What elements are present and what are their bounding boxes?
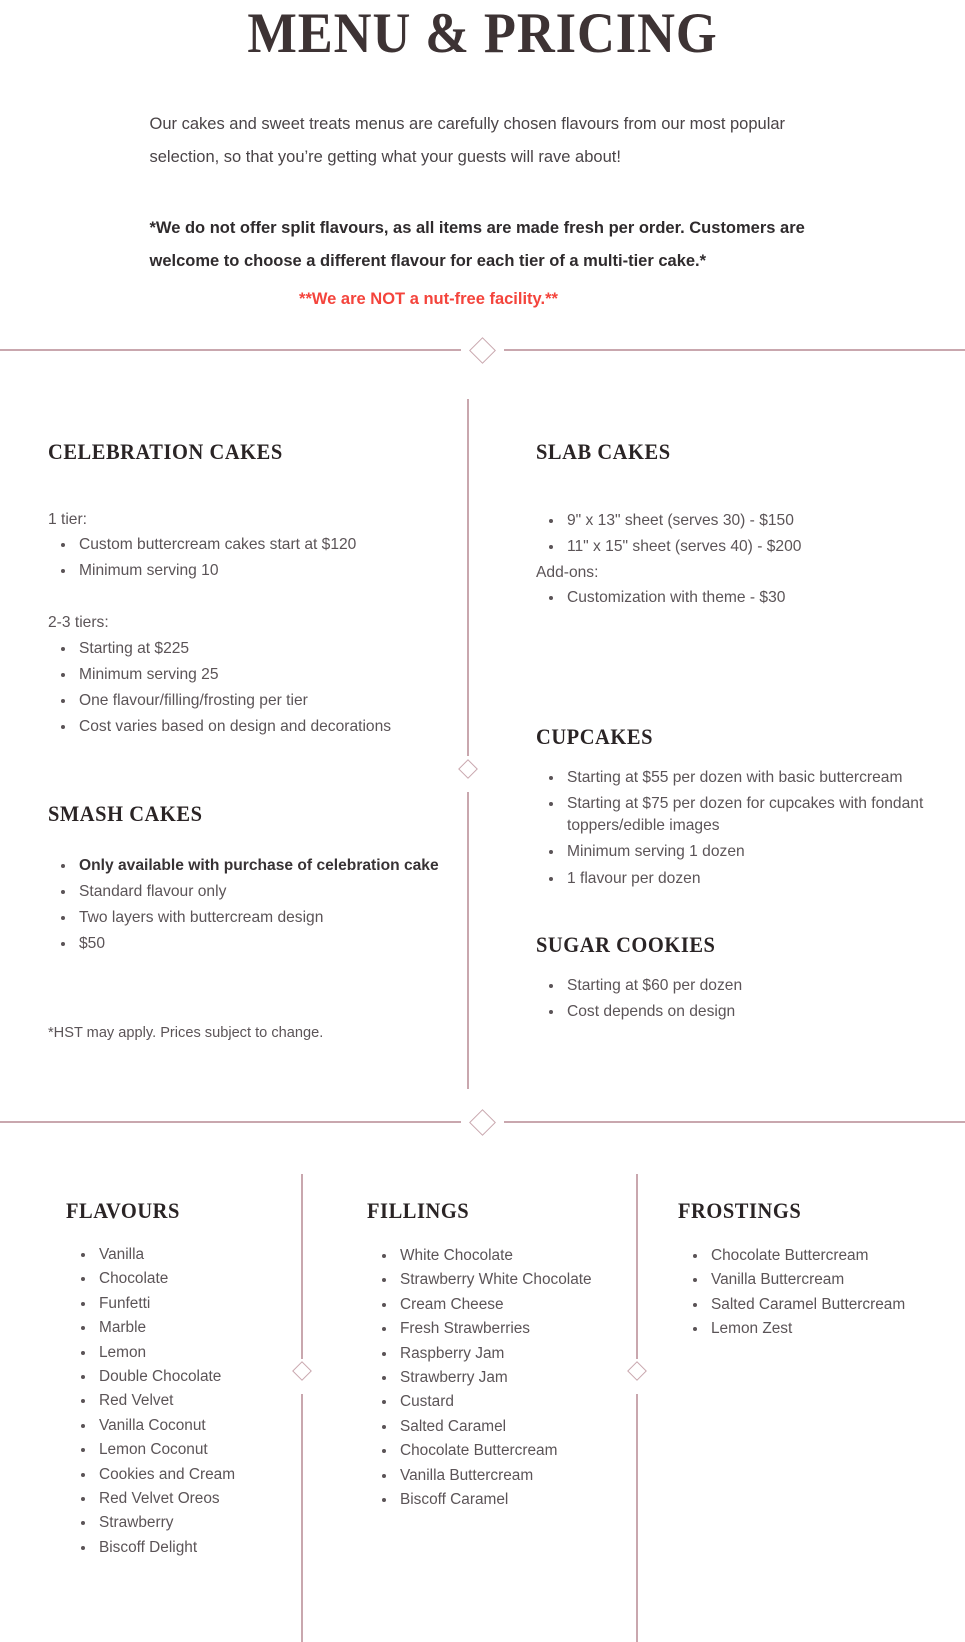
list-item: • Double Chocolate: [96, 1366, 296, 1387]
list-item: • 1 flavour per dozen: [564, 868, 936, 890]
intro-block: [138, 108, 828, 312]
smash-cakes-block: [48, 801, 448, 960]
rule-fillings-frostings-upper: [636, 1174, 638, 1359]
divider-line-right-2: [504, 1121, 965, 1123]
list-item: • Vanilla: [96, 1244, 296, 1265]
flavours-title: FLAVOURS: [66, 1198, 180, 1223]
list-item: • Chocolate Buttercream: [708, 1245, 958, 1266]
celebration-1tier-list: [48, 534, 448, 582]
list-item: • Standard flavour only: [76, 881, 448, 903]
list-item: • Starting at $55 per dozen with basic buttercream: [564, 767, 936, 789]
fillings-title: FILLINGS: [367, 1198, 470, 1223]
list-item: • Biscoff Delight: [96, 1537, 296, 1558]
list-item: • Minimum serving 1 dozen: [564, 841, 936, 863]
sugar-cookies-title: SUGAR COOKIES: [536, 932, 716, 957]
diamond-icon-2: [469, 1109, 496, 1136]
list-item: • Starting at $225: [76, 638, 448, 660]
list-item: • Starting at $75 per dozen for cupcakes with fondant toppers/edible images: [564, 793, 936, 837]
celebration-1tier-label: 1 tier:: [48, 511, 87, 528]
list-item: • Chocolate Buttercream: [397, 1440, 632, 1461]
frostings-title: FROSTINGS: [678, 1198, 802, 1223]
list-item: • Customization with theme - $30: [564, 587, 936, 609]
diamond-icon: [469, 337, 496, 364]
rule-fillings-frostings-lower: [636, 1394, 638, 1642]
fillings-list: [367, 1245, 632, 1510]
list-item: • Funfetti: [96, 1293, 296, 1314]
list-item: • White Chocolate: [397, 1245, 632, 1266]
list-item: • Strawberry White Chocolate: [397, 1269, 632, 1290]
list-item: • $50: [76, 933, 448, 955]
cupcakes-title: CUPCAKES: [536, 724, 654, 749]
list-item: • Salted Caramel: [397, 1416, 632, 1437]
list-item: • 11" x 15" sheet (serves 40) - $200: [564, 536, 936, 558]
center-rule-upper: [467, 399, 469, 756]
list-item: • Marble: [96, 1317, 296, 1338]
footnote-block: [48, 1025, 448, 1041]
list-item: • Cream Cheese: [397, 1294, 632, 1315]
slab-cakes-block: [536, 439, 936, 614]
divider-line-left-2: [0, 1121, 461, 1123]
diamond-icon-center: [458, 759, 478, 779]
celebration-multitier-list: [48, 638, 448, 739]
list-item: • Salted Caramel Buttercream: [708, 1294, 958, 1315]
list-item: • One flavour/filling/frosting per tier: [76, 690, 448, 712]
slab-addons-label: Add-ons:: [536, 564, 599, 582]
nut-free-warning: **We are NOT a nut-free facility.**: [299, 289, 558, 308]
list-item: • Only available with purchase of celebration cake: [76, 855, 448, 877]
pricing-section: [0, 399, 965, 1099]
flavours-list: [66, 1244, 296, 1558]
list-item: • Cost depends on design: [564, 1001, 936, 1023]
divider-line-left: [0, 349, 461, 351]
split-flavour-notice: *We do not offer split flavours, as all items are made fresh per order. Customers are welcome to choose a different flavour for each tier of a multi-tier cake.*: [149, 218, 805, 270]
divider-top: [0, 339, 965, 361]
list-item: • Custom buttercream cakes start at $120: [76, 534, 448, 556]
list-item: • Lemon Zest: [708, 1318, 958, 1339]
list-item: • Vanilla Coconut: [96, 1415, 296, 1436]
list-item: • Minimum serving 25: [76, 664, 448, 686]
celebration-cakes-title: CELEBRATION CAKES: [48, 439, 283, 464]
price-footnote: *HST may apply. Prices subject to change.: [48, 1025, 324, 1041]
slab-addons-list: [536, 587, 936, 609]
frostings-list: [678, 1245, 958, 1340]
slab-cakes-list: [536, 510, 936, 558]
list-item: • Vanilla Buttercream: [708, 1269, 958, 1290]
list-item: • Two layers with buttercream design: [76, 907, 448, 929]
smash-cakes-list: [48, 855, 448, 956]
cupcakes-block: [536, 724, 936, 894]
list-item: • Minimum serving 10: [76, 560, 448, 582]
center-rule-lower: [467, 792, 469, 1089]
page-title: MENU & PRICING: [247, 2, 718, 65]
list-item: • Custard: [397, 1391, 632, 1412]
rule-flavours-fillings-lower: [301, 1394, 303, 1642]
intro-paragraph: Our cakes and sweet treats menus are carefully chosen flavours from our most popular selection, so that you’re getting what your guests will rave about!: [149, 114, 786, 166]
list-item: • Strawberry Jam: [397, 1367, 632, 1388]
sugar-cookies-list: [536, 975, 936, 1023]
list-item: • Chocolate: [96, 1268, 296, 1289]
list-item: • Lemon Coconut: [96, 1439, 296, 1460]
divider-line-right: [504, 349, 965, 351]
list-item: • Starting at $60 per dozen: [564, 975, 936, 997]
divider-bottom: [0, 1111, 965, 1133]
list-item: • Fresh Strawberries: [397, 1318, 632, 1339]
celebration-cakes-block: [48, 439, 448, 742]
ingredients-section: [0, 1164, 965, 1642]
sugar-cookies-block: [536, 932, 936, 1027]
list-item: • Strawberry: [96, 1512, 296, 1533]
flavours-block: [66, 1198, 296, 1561]
cupcakes-list: [536, 767, 936, 890]
list-item: • Cookies and Cream: [96, 1464, 296, 1485]
list-item: • Biscoff Caramel: [397, 1489, 632, 1510]
slab-cakes-title: SLAB CAKES: [536, 439, 671, 464]
list-item: • Cost varies based on design and decorations: [76, 716, 448, 738]
list-item: • Raspberry Jam: [397, 1343, 632, 1364]
celebration-multitier-label: 2-3 tiers:: [48, 614, 109, 632]
list-item: • 9" x 13" sheet (serves 30) - $150: [564, 510, 936, 532]
frostings-block: [678, 1198, 958, 1343]
list-item: • Lemon: [96, 1342, 296, 1363]
list-item: • Vanilla Buttercream: [397, 1465, 632, 1486]
list-item: • Red Velvet Oreos: [96, 1488, 296, 1509]
list-item: • Red Velvet: [96, 1390, 296, 1411]
rule-flavours-fillings-upper: [301, 1174, 303, 1359]
fillings-block: [367, 1198, 632, 1513]
smash-cakes-title: SMASH CAKES: [48, 801, 203, 826]
